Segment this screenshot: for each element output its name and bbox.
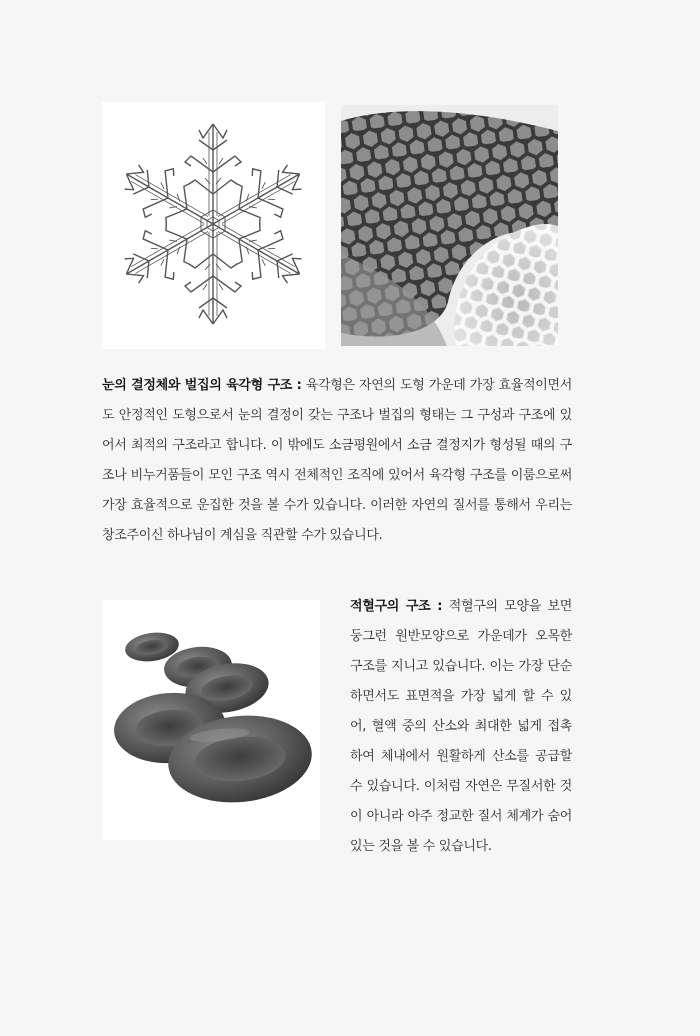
red-blood-cell-paragraph bbox=[350, 592, 572, 862]
hexagon-structure-body: 육각형은 자연의 도형 가운데 가장 효율적이면서도 안정적인 도형으로서 눈의 결정이 갖는 구조나 벌집의 형태는 그 구성과 구조에 있어서 최적의 구조라고 합니다. 이 밖에도 소금평원에서 소금 결정지가 형성될 때의 구조나 비누거품들이 모인 구조 역시 전체적인 조직에 있어서 육각형 구조를 이룸으로써 가장 효율적으로 운집한 것을 볼 수가 있습니다. 이러한 자연의 질서를 통해서 우리는 창조주이신 하나님이 계심을 직관할 수가 있습니다. bbox=[102, 378, 573, 543]
red-blood-cell-body: 적혈구의 모양을 보면 둥그런 원반모양으로 가운데가 오목한 구조를 지니고 있습니다. 이는 가장 단순하면서도 표면적을 가장 넓게 할 수 있어, 혈액 중의 산소와 최대한 넓게 접촉하여 체내에서 원활하게 산소를 공급할 수 있습니다. 이처럼 자연은 무질서한 것이 아니라 아주 정교한 질서 체계가 숨어 있는 것을 볼 수 있습니다. bbox=[350, 599, 572, 854]
hexagon-structure-paragraph bbox=[102, 371, 572, 551]
red-blood-cell-heading: 적혈구의 구조 : bbox=[350, 599, 443, 614]
snowflake-image bbox=[102, 102, 325, 349]
hexagon-structure-heading: 눈의 결정체와 벌집의 육각형 구조 : bbox=[102, 378, 302, 393]
honeycomb-image bbox=[338, 102, 561, 349]
red-blood-cells-image bbox=[102, 600, 320, 840]
